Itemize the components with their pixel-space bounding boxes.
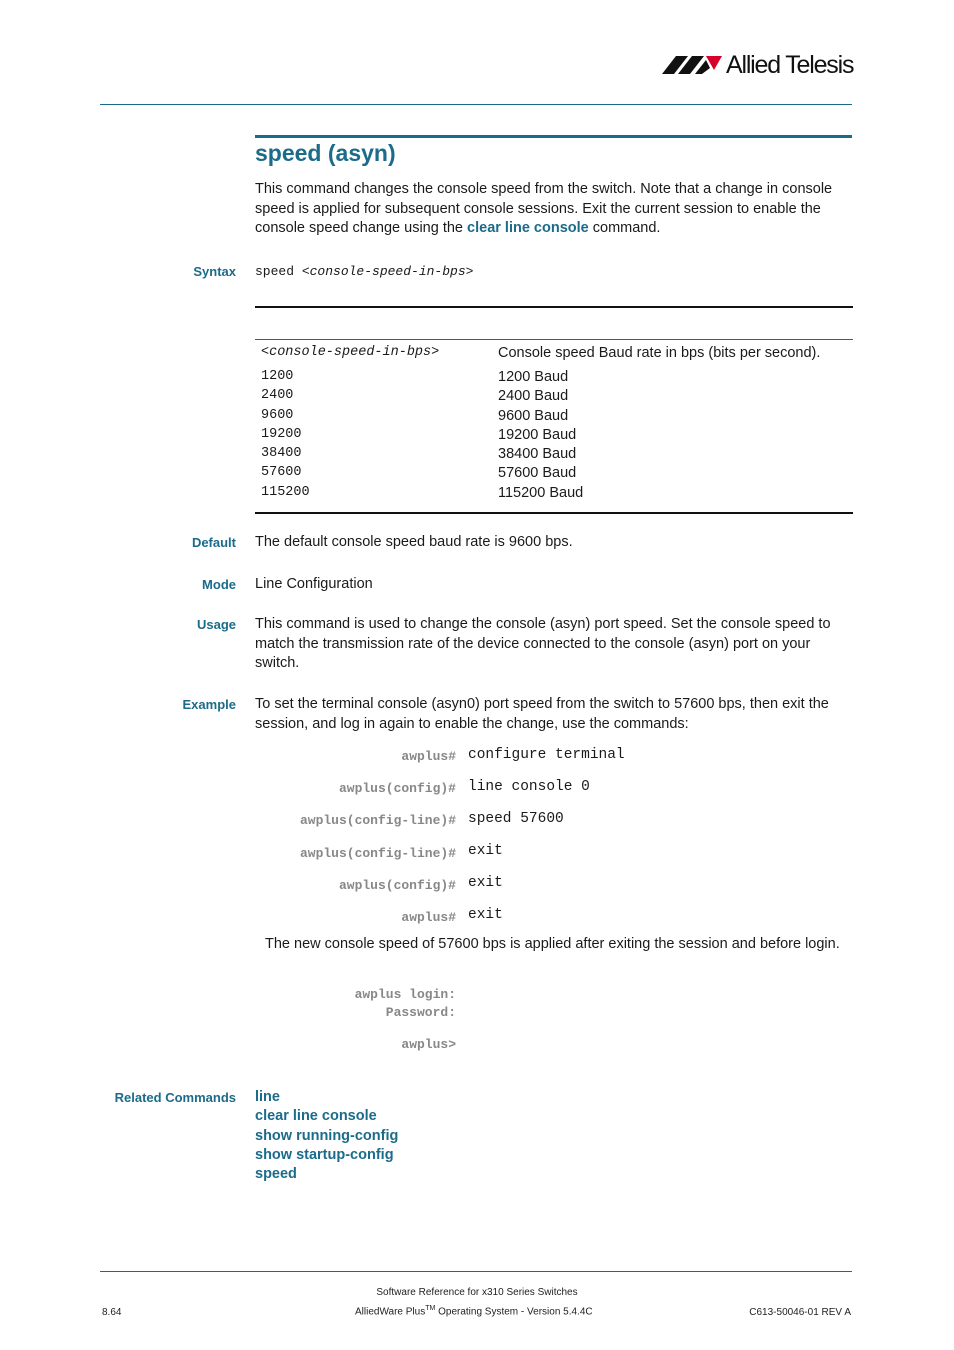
table-cell-value: 57600 bbox=[261, 465, 302, 480]
table-cell-value: 19200 bbox=[261, 427, 302, 442]
table-cell-desc: 57600 Baud bbox=[498, 465, 577, 481]
mode-text: Line Configuration bbox=[255, 576, 373, 592]
table-row bbox=[255, 485, 853, 504]
footer-title: Software Reference for x310 Series Switches bbox=[376, 1287, 578, 1298]
cli-prompt: awplus(config)# bbox=[338, 878, 456, 893]
table-cell-value: 115200 bbox=[261, 485, 310, 500]
related-link-speed[interactable]: speed bbox=[255, 1166, 297, 1182]
table-row bbox=[255, 388, 853, 407]
example-text: To set the terminal console (asyn0) port speed from the switch to 57600 bps, then exit the session, and log in again to enable the change, use the commands: bbox=[255, 696, 829, 732]
page-title: speed (asyn) bbox=[255, 140, 396, 166]
syntax-command: speed bbox=[255, 264, 302, 279]
footer-product-version: Operating System - Version 5.4.4C bbox=[435, 1306, 593, 1318]
table-cell-value: 2400 bbox=[261, 388, 294, 403]
footer-trademark: TM bbox=[425, 1305, 436, 1312]
cli-prompt: awplus(config-line)# bbox=[299, 813, 456, 828]
syntax-param: <console-speed-in-bps> bbox=[301, 264, 474, 279]
table-row bbox=[255, 446, 853, 465]
footer-product bbox=[355, 1305, 593, 1317]
cli-command: configure terminal bbox=[468, 747, 625, 763]
cli-command: exit bbox=[468, 875, 503, 891]
table-row bbox=[255, 369, 853, 388]
default-text: The default console speed baud rate is 9600 bps. bbox=[255, 534, 573, 550]
related-link-show-startup-config[interactable]: show startup-config bbox=[255, 1147, 394, 1163]
table-header-row bbox=[255, 345, 853, 364]
table-top-rule bbox=[255, 306, 853, 308]
related-commands-label: Related Commands bbox=[114, 1090, 236, 1105]
cli-prompt: awplus(config)# bbox=[338, 781, 456, 796]
related-link-line[interactable]: line bbox=[255, 1089, 280, 1105]
logo-mark-icon bbox=[662, 50, 724, 76]
document-id: C613-50046-01 REV A bbox=[749, 1307, 851, 1318]
cli-command: line console 0 bbox=[468, 779, 590, 795]
table-cell-value: 38400 bbox=[261, 446, 302, 461]
table-cell-desc: 2400 Baud bbox=[498, 388, 569, 404]
intro-paragraph bbox=[255, 180, 855, 239]
related-link-clear-line-console[interactable]: clear line console bbox=[255, 1108, 377, 1124]
syntax-code bbox=[255, 264, 473, 279]
usage-label: Usage bbox=[196, 617, 236, 632]
table-bottom-rule bbox=[255, 512, 853, 514]
table-cell-desc: 9600 Baud bbox=[498, 408, 569, 424]
example-label: Example bbox=[182, 697, 236, 712]
table-row bbox=[255, 427, 853, 446]
clear-line-console-link[interactable]: clear line console bbox=[467, 220, 589, 236]
table-cell-desc: 1200 Baud bbox=[498, 369, 569, 385]
cli-prompt: awplus# bbox=[401, 910, 456, 925]
cli-command: exit bbox=[468, 843, 503, 859]
table-param-header: <console-speed-in-bps> bbox=[261, 345, 440, 360]
usage-text: This command is used to change the console (asyn) port speed. Set the console speed to match the transmission rate of the device connected to the console (asyn) port on your switch. bbox=[255, 616, 831, 671]
syntax-label: Syntax bbox=[193, 264, 236, 279]
footer-product-name: AlliedWare Plus bbox=[355, 1306, 426, 1318]
intro-text-before: This command changes the console speed from the switch. Note that a change in console speed is applied for subsequent console sessions. Exit the current session to enable the console speed change using the bbox=[255, 181, 833, 236]
cli-prompt: awplus(config-line)# bbox=[299, 846, 456, 861]
cli-command: speed 57600 bbox=[468, 811, 564, 827]
table-cell-desc: 38400 Baud bbox=[498, 446, 577, 462]
password-prompt: Password: bbox=[385, 1005, 456, 1020]
table-cell-desc: 115200 Baud bbox=[498, 485, 584, 501]
table-row bbox=[255, 465, 853, 484]
table-row bbox=[255, 408, 853, 427]
table-desc-header: Console speed Baud rate in bps (bits per second). bbox=[498, 345, 821, 361]
example-note: The new console speed of 57600 bps is applied after exiting the session and before login. bbox=[265, 936, 840, 952]
page-number: 8.64 bbox=[102, 1307, 122, 1318]
table-header-rule bbox=[255, 339, 853, 340]
title-rule bbox=[255, 135, 852, 138]
allied-telesis-logo bbox=[662, 50, 854, 80]
table-cell-value: 1200 bbox=[261, 369, 294, 384]
related-link-show-running-config[interactable]: show running-config bbox=[255, 1128, 399, 1144]
default-label: Default bbox=[191, 535, 236, 550]
table-cell-value: 9600 bbox=[261, 408, 294, 423]
footer-divider bbox=[100, 1271, 852, 1272]
cli-command: exit bbox=[468, 907, 503, 923]
mode-label: Mode bbox=[202, 577, 236, 592]
login-prompt: awplus login: bbox=[354, 987, 456, 1002]
header-divider bbox=[100, 104, 852, 105]
awplus-prompt: awplus> bbox=[401, 1037, 456, 1052]
logo-text: Allied Telesis bbox=[726, 51, 854, 79]
table-cell-desc: 19200 Baud bbox=[498, 427, 577, 443]
intro-text-after: command. bbox=[588, 220, 661, 236]
cli-prompt: awplus# bbox=[401, 749, 456, 764]
